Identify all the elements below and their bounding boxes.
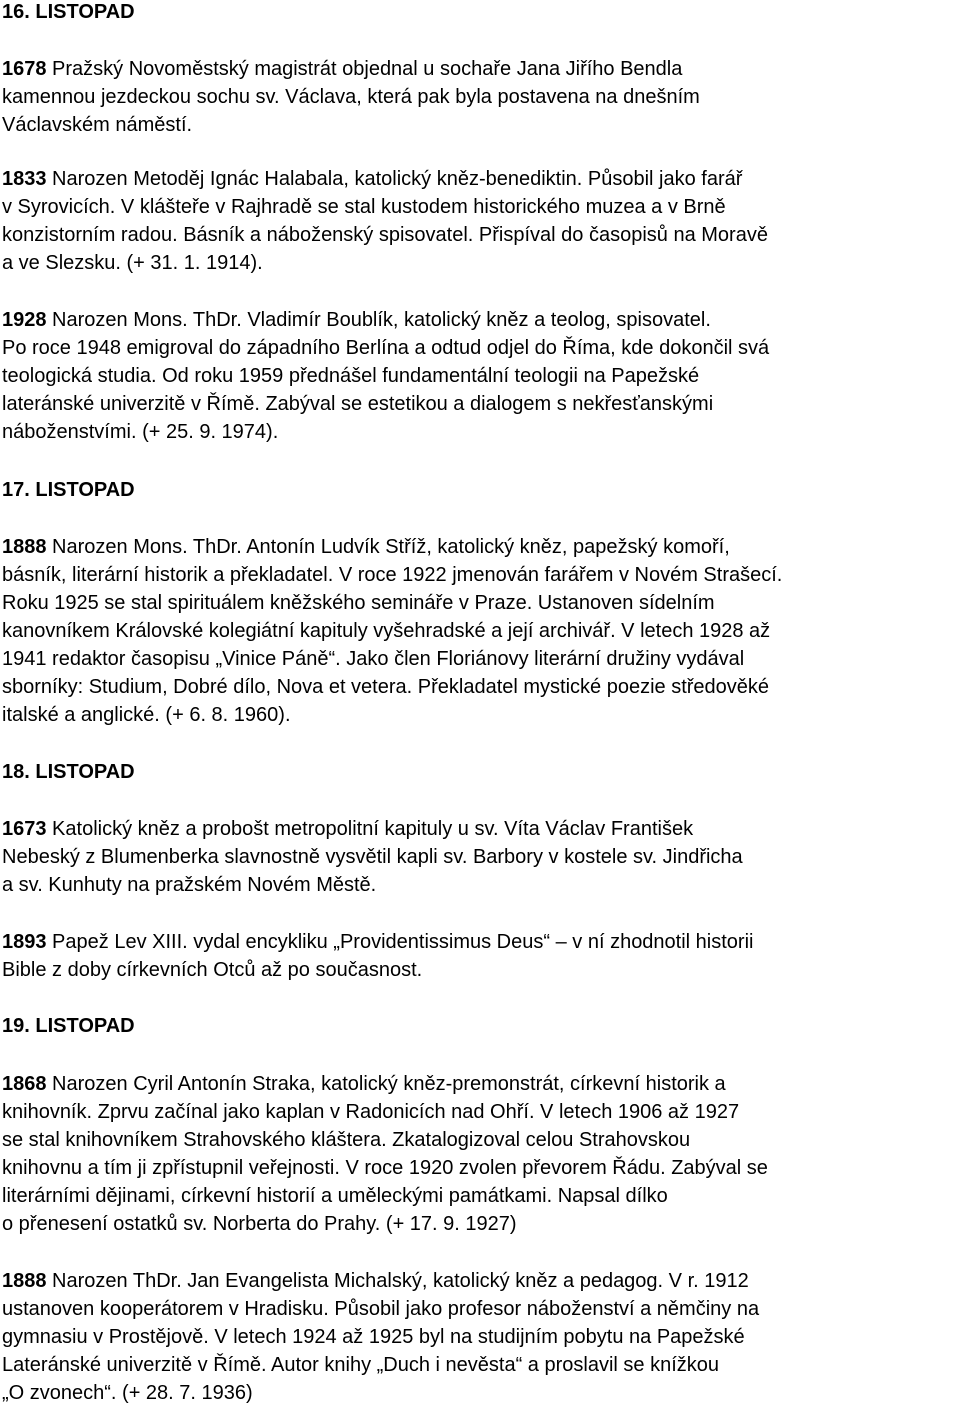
entry-1678 — [2, 55, 952, 139]
entry-text: knihovník. Zprvu začínal jako kaplan v Radonicích nad Ohří. V letech 1906 až 1927 — [2, 1101, 740, 1123]
entry-text: Narozen Mons. ThDr. Vladimír Boublík, katolický kněz a teolog, spisovatel. — [46, 309, 711, 331]
entry-1928 — [2, 306, 952, 446]
entry-1888-stritz — [2, 533, 952, 729]
entry-text: a ve Slezsku. (+ 31. 1. 1914). — [2, 252, 263, 274]
entry-text: knihovnu a tím ji zpřístupnil veřejnosti. V roce 1920 zvolen převorem Řádu. Zabýval se — [2, 1157, 768, 1179]
entry-year: 1893 — [2, 931, 47, 953]
section-heading: 16. LISTOPAD — [2, 1, 135, 23]
entry-text: básník, literární historik a překladatel. V roce 1922 jmenován farářem v Novém Strašecí. — [2, 564, 783, 586]
entry-text: „O zvonech“. (+ 28. 7. 1936) — [2, 1382, 253, 1404]
entry-year: 1888 — [2, 1270, 47, 1292]
entry-1893 — [2, 928, 952, 984]
entry-text: literárními dějinami, církevní historií a uměleckými památkami. Napsal dílko — [2, 1185, 668, 1207]
entry-text: teologická studia. Od roku 1959 přednášel fundamentální teologii na Papežské — [2, 365, 700, 387]
entry-text: náboženstvími. (+ 25. 9. 1974). — [2, 421, 279, 443]
entry-text: Narozen Metoděj Ignác Halabala, katolický kněz-benediktin. Působil jako farář — [46, 168, 743, 190]
entry-text: kanovníkem Královské kolegiátní kapituly vyšehradské a její archivář. V letech 1928 až — [2, 620, 771, 642]
entry-1833 — [2, 165, 952, 277]
entry-text: italské a anglické. (+ 6. 8. 1960). — [2, 704, 291, 726]
entry-text: Narozen ThDr. Jan Evangelista Michalský, katolický kněz a pedagog. V r. 1912 — [46, 1270, 749, 1292]
entry-text: Roku 1925 se stal spirituálem kněžského semináře v Praze. Ustanoven sídelním — [2, 592, 715, 614]
entry-year: 1678 — [2, 58, 47, 80]
entry-1888-michalsky — [2, 1267, 952, 1407]
entry-year: 1888 — [2, 536, 47, 558]
entry-text: o přenesení ostatků sv. Norberta do Prahy. (+ 17. 9. 1927) — [2, 1213, 517, 1235]
entry-text: v Syrovicích. V klášteře v Rajhradě se stal kustodem historického muzea a v Brně — [2, 196, 726, 218]
section-heading: 17. LISTOPAD — [2, 479, 135, 501]
entry-text: Papež Lev XIII. vydal encykliku „Providentissimus Deus“ – v ní zhodnotil historii — [46, 931, 754, 953]
entry-1673 — [2, 815, 952, 899]
entry-text: 1941 redaktor časopisu „Vinice Páně“. Jako člen Floriánovy literární družiny vydával — [2, 648, 745, 670]
entry-text: ustanoven kooperátorem v Hradisku. Působil jako profesor náboženství a němčiny na — [2, 1298, 760, 1320]
entry-text: a sv. Kunhuty na pražském Novém Městě. — [2, 874, 377, 896]
entry-text: Katolický kněz a probošt metropolitní kapituly u sv. Víta Václav František — [46, 818, 694, 840]
section-heading: 18. LISTOPAD — [2, 761, 135, 783]
entry-text: lateránské univerzitě v Římě. Zabýval se estetikou a dialogem s nekřesťanskými — [2, 393, 714, 415]
entry-year: 1673 — [2, 818, 47, 840]
entry-text: Nebeský z Blumenberka slavnostně vysvětil kapli sv. Barbory v kostele sv. Jindřicha — [2, 846, 743, 868]
entry-text: se stal knihovníkem Strahovského kláštera. Zkatalogizoval celou Strahovskou — [2, 1129, 691, 1151]
entry-text: Václavském náměstí. — [2, 114, 193, 136]
entry-text: Lateránské univerzitě v Římě. Autor knihy „Duch i nevěsta“ a proslavil se knížkou — [2, 1354, 719, 1376]
entry-year: 1928 — [2, 309, 47, 331]
entry-text: Narozen Mons. ThDr. Antonín Ludvík Stříž, katolický kněz, papežský komoří, — [46, 536, 730, 558]
entry-year: 1868 — [2, 1073, 47, 1095]
entry-year: 1833 — [2, 168, 47, 190]
entry-text: konzistorním radou. Básník a náboženský spisovatel. Přispíval do časopisů na Moravě — [2, 224, 768, 246]
entry-text: gymnasiu v Prostějově. V letech 1924 až 1925 byl na studijním pobytu na Papežské — [2, 1326, 745, 1348]
entry-text: kamennou jezdeckou sochu sv. Václava, která pak byla postavena na dnešním — [2, 86, 700, 108]
entry-text: sborníky: Studium, Dobré dílo, Nova et vetera. Překladatel mystické poezie středověké — [2, 676, 770, 698]
section-heading: 19. LISTOPAD — [2, 1015, 135, 1037]
entry-text: Po roce 1948 emigroval do západního Berlína a odtud odjel do Říma, kde dokončil svá — [2, 337, 770, 359]
entry-text: Narozen Cyril Antonín Straka, katolický kněz-premonstrát, církevní historik a — [46, 1073, 726, 1095]
entry-text: Pražský Novoměstský magistrát objednal u sochaře Jana Jiřího Bendla — [46, 58, 683, 80]
entry-text: Bible z doby církevních Otců až po současnost. — [2, 959, 423, 981]
entry-1868 — [2, 1070, 952, 1238]
